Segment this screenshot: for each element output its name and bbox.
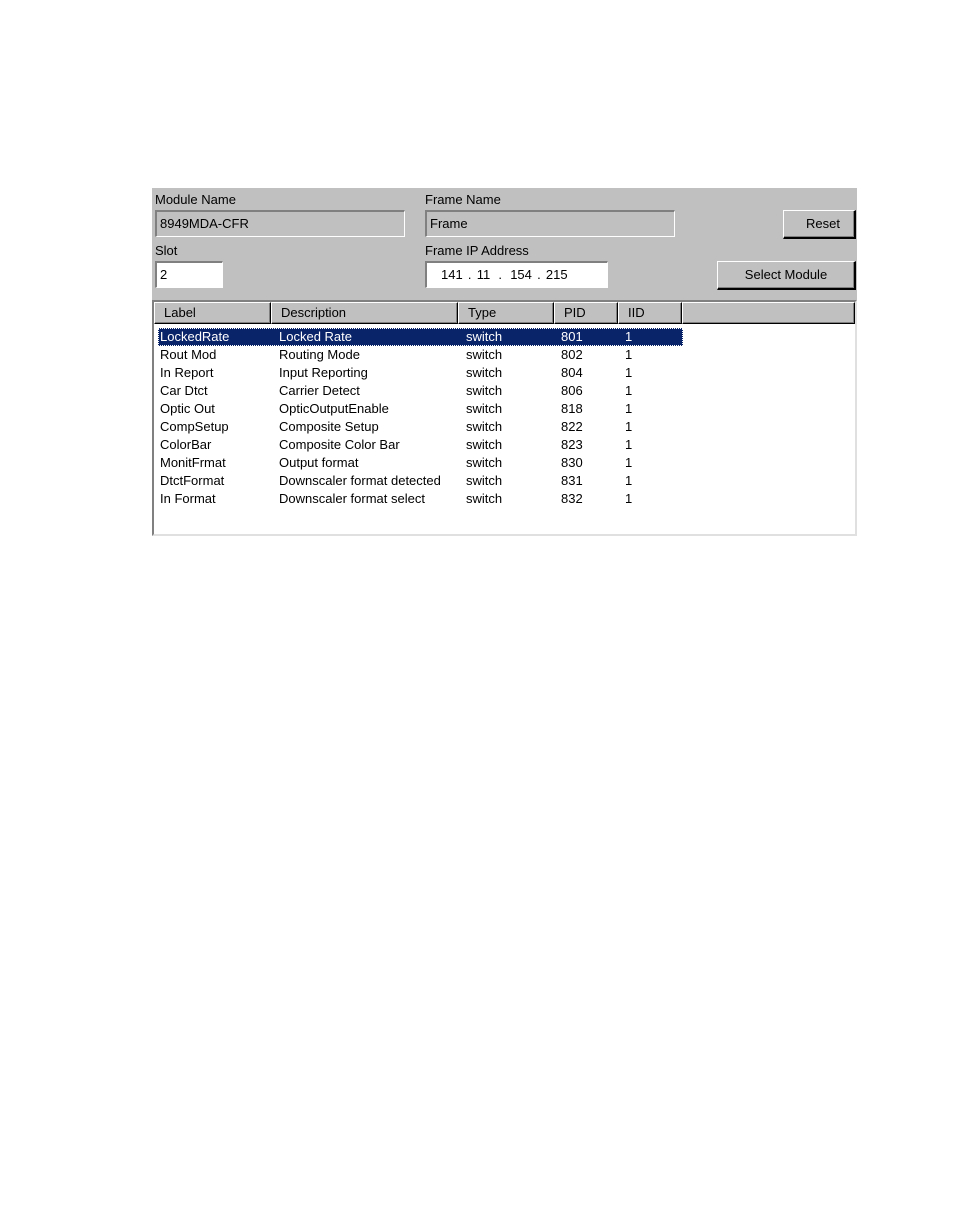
- cell-iid: 1: [625, 455, 633, 470]
- ip-octet-3[interactable]: 154: [510, 267, 532, 282]
- cell-label: Car Dtct: [160, 383, 208, 398]
- ip-octet-1[interactable]: 141: [441, 267, 463, 282]
- table-row[interactable]: [158, 400, 683, 418]
- cell-pid: 801: [561, 329, 583, 344]
- cell-pid: 831: [561, 473, 583, 488]
- table-row[interactable]: [158, 364, 683, 382]
- cell-iid: 1: [625, 419, 633, 434]
- cell-pid: 802: [561, 347, 583, 362]
- frame-name-field[interactable]: Frame: [425, 210, 675, 237]
- list-header: [154, 302, 855, 324]
- cell-type: switch: [466, 329, 503, 344]
- table-row[interactable]: [158, 454, 683, 472]
- ip-separator: .: [537, 267, 541, 282]
- module-name-field[interactable]: 8949MDA-CFR: [155, 210, 405, 237]
- cell-description: Output format: [279, 455, 359, 470]
- slot-label: Slot: [155, 243, 178, 258]
- cell-iid: 1: [625, 329, 633, 344]
- column-header-pid[interactable]: PID: [554, 302, 618, 324]
- table-row[interactable]: [158, 328, 683, 346]
- ip-octet-4[interactable]: 215: [545, 267, 568, 282]
- cell-pid: 804: [561, 365, 583, 380]
- frame-ip-label: Frame IP Address: [425, 243, 529, 258]
- ip-separator: .: [498, 267, 503, 282]
- cell-label: In Format: [160, 491, 216, 506]
- ip-octet-2[interactable]: 11: [476, 267, 491, 282]
- cell-description: Input Reporting: [279, 365, 368, 380]
- cell-type: switch: [466, 473, 503, 488]
- cell-type: switch: [466, 455, 503, 470]
- reset-button[interactable]: Reset: [783, 210, 856, 239]
- module-panel: [152, 188, 857, 536]
- cell-description: Downscaler format select: [279, 491, 425, 506]
- table-row[interactable]: [158, 346, 683, 364]
- cell-label: CompSetup: [160, 419, 229, 434]
- frame-name-label: Frame Name: [425, 192, 501, 207]
- slot-field[interactable]: 2: [155, 261, 223, 288]
- cell-pid: 830: [561, 455, 583, 470]
- cell-iid: 1: [625, 401, 633, 416]
- column-header-iid[interactable]: IID: [618, 302, 682, 324]
- table-row[interactable]: [158, 472, 683, 490]
- cell-label: MonitFrmat: [160, 455, 226, 470]
- table-row[interactable]: [158, 436, 683, 454]
- cell-description: Locked Rate: [279, 329, 352, 344]
- parameter-list[interactable]: [152, 300, 857, 536]
- cell-description: Routing Mode: [279, 347, 360, 362]
- cell-iid: 1: [625, 473, 633, 488]
- column-header-label[interactable]: Label: [154, 302, 271, 324]
- table-row[interactable]: [158, 382, 683, 400]
- cell-type: switch: [466, 419, 503, 434]
- column-header-description[interactable]: Description: [271, 302, 458, 324]
- cell-description: Composite Color Bar: [279, 437, 400, 452]
- cell-pid: 823: [561, 437, 583, 452]
- cell-iid: 1: [625, 491, 633, 506]
- table-row[interactable]: [158, 418, 683, 436]
- cell-pid: 822: [561, 419, 583, 434]
- column-header-empty: [682, 302, 855, 324]
- cell-label: Rout Mod: [160, 347, 217, 362]
- cell-iid: 1: [625, 437, 633, 452]
- cell-type: switch: [466, 365, 503, 380]
- column-header-type[interactable]: Type: [458, 302, 554, 324]
- cell-iid: 1: [625, 383, 633, 398]
- cell-label: In Report: [160, 365, 214, 380]
- cell-label: Optic Out: [160, 401, 215, 416]
- cell-pid: 806: [561, 383, 583, 398]
- module-name-label: Module Name: [155, 192, 236, 207]
- cell-description: Downscaler format detected: [279, 473, 441, 488]
- cell-type: switch: [466, 347, 503, 362]
- cell-description: Composite Setup: [279, 419, 379, 434]
- cell-label: LockedRate: [160, 329, 230, 344]
- cell-type: switch: [466, 491, 503, 506]
- ip-separator: .: [467, 267, 472, 282]
- cell-description: Carrier Detect: [279, 383, 360, 398]
- table-row[interactable]: [158, 490, 683, 508]
- cell-label: ColorBar: [160, 437, 212, 452]
- cell-iid: 1: [625, 347, 633, 362]
- frame-ip-field[interactable]: [425, 261, 608, 288]
- cell-description: OpticOutputEnable: [279, 401, 389, 416]
- cell-pid: 832: [561, 491, 583, 506]
- cell-iid: 1: [625, 365, 633, 380]
- select-module-button[interactable]: Select Module: [717, 261, 856, 290]
- cell-type: switch: [466, 401, 503, 416]
- cell-type: switch: [466, 383, 503, 398]
- cell-pid: 818: [561, 401, 583, 416]
- cell-label: DtctFormat: [160, 473, 225, 488]
- cell-type: switch: [466, 437, 503, 452]
